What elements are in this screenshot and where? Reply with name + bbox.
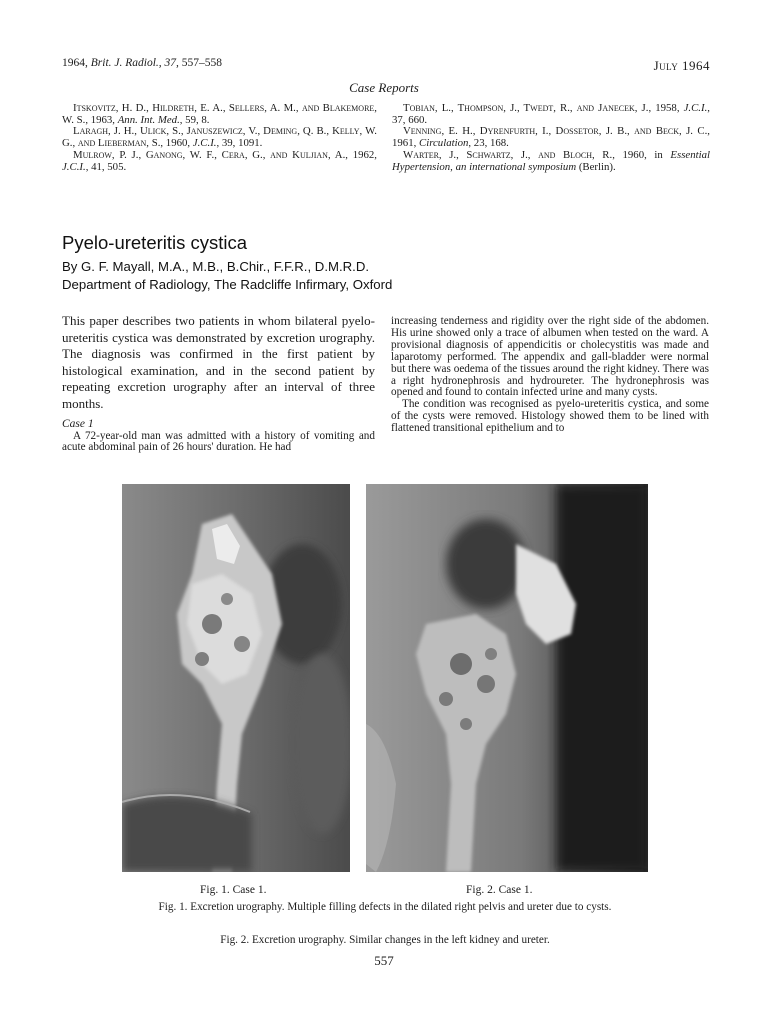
case-heading: Case 1	[62, 417, 94, 430]
figure-1-label: Fig. 1. Case 1.	[200, 884, 267, 896]
reference-item: Venning, E. H., Dyrenfurth, I., Dossetor, J. B., and Beck, J. C., 1961, Circulation, 23, 168.	[392, 125, 710, 150]
author-byline: By G. F. Mayall, M.A., M.B., B.Chir., F.F.R., D.M.R.D.	[62, 259, 370, 274]
figure-2-caption: Fig. 2. Excretion urography. Similar changes in the left kidney and ureter.	[220, 934, 550, 946]
reference-item: Laragh, J. H., Ulick, S., Januszewicz, V., Deming, Q. B., Kelly, W. G., and Lieberman, S., 1960, J.C.I., 39, 1091.	[62, 125, 377, 150]
case-paragraph: The condition was recognised as pyelo-ureteritis cystica, and some of the cysts were removed. Histology showed them to be lined with flattened transitional epithelium and to	[391, 398, 709, 435]
reference-item: Itskovitz, H. D., Hildreth, E. A., Sellers, A. M., and Blakemore, W. S., 1963, Ann. Int. Med., 59, 8.	[62, 102, 377, 126]
author-affiliation: Department of Radiology, The Radcliffe Infirmary, Oxford	[62, 277, 393, 292]
body-right-column	[391, 316, 709, 435]
references-left-column	[62, 103, 377, 173]
reference-item: Warter, J., Schwartz, J., and Bloch, R., 1960, in Essential Hypertension, an international symposium (Berlin).	[392, 148, 710, 173]
references-right-column	[392, 103, 710, 173]
abstract-paragraph: This paper describes two patients in whom bilateral pyelo-ureteritis cystica was demonstrated by excretion urography. The diagnosis was confirmed in the first patient by histological examination, and in the second patient by repeating excretion urography after an interval of three months.	[62, 313, 375, 411]
figure-1-caption: Fig. 1. Excretion urography. Multiple filling defects in the dilated right pelvis and ureter due to cysts.	[158, 901, 612, 913]
radiograph-image	[122, 484, 350, 872]
figure-1-radiograph	[122, 484, 350, 872]
figure-2-label: Fig. 2. Case 1.	[466, 884, 533, 896]
case-paragraph: A 72-year-old man was admitted with a history of vomiting and acute abdominal pain of 26 hours' duration. He had	[62, 429, 375, 454]
reference-item: Mulrow, P. J., Ganong, W. F., Cera, G., and Kuljian, A., 1962, J.C.I., 41, 505.	[62, 148, 377, 173]
body-left-column	[62, 313, 375, 454]
section-title: Case Reports	[349, 80, 419, 95]
figure-2-radiograph	[366, 484, 648, 872]
radiograph-image	[366, 484, 648, 872]
page-number: 557	[374, 953, 394, 968]
journal-abbrev: Brit. J. Radiol.	[90, 57, 159, 69]
running-header-citation: 1964, Brit. J. Radiol., 37, 557–558	[62, 57, 223, 69]
running-header-date: July 1964	[653, 58, 710, 73]
article-title: Pyelo-ureteritis cystica	[62, 232, 248, 253]
reference-item: Tobian, L., Thompson, J., Twedt, R., and Janecek, J., 1958, J.C.I., 37, 660.	[392, 102, 710, 126]
case-paragraph-continued: increasing tenderness and rigidity over the right side of the abdomen. His urine showed only a trace of albumen when tested on the ward. A provisional diagnosis of appendicitis or cholecystitis was made and laparotomy performed. The appendix and gall-bladder were normal but there was oedema of the tissues around the right kidney. There was a right hydronephrosis and hydroureter. The hydronephrosis was opened and found to contain infected urine and many cysts.	[391, 315, 709, 399]
